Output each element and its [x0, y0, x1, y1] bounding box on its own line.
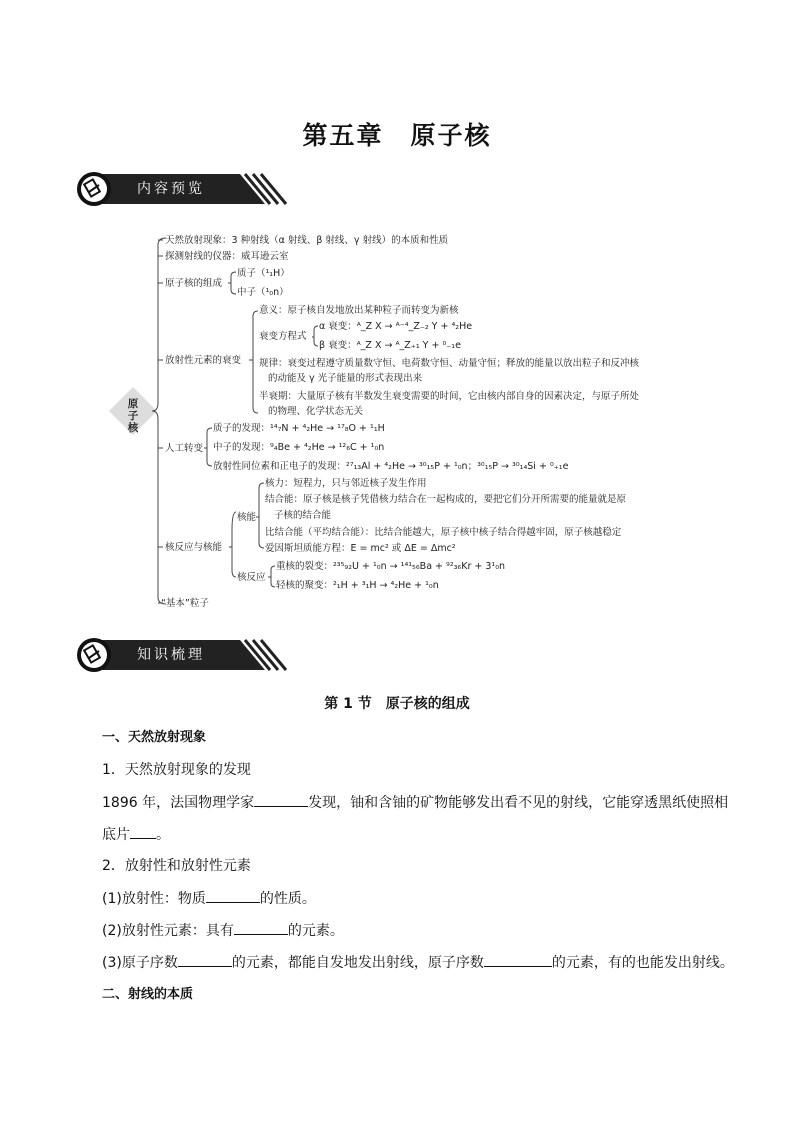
- text-fragment: (1)放射性：物质: [102, 891, 206, 907]
- artificial-proton: 质子的发现：¹⁴₇N + ⁴₂He → ¹⁷₈O + ¹₁H: [213, 423, 385, 434]
- text-fragment: (3)原子序数: [102, 955, 178, 971]
- heading-ray-nature: 二、射线的本质: [102, 987, 194, 1002]
- decay-equation: 衰变方程式: [259, 331, 307, 342]
- chapter-title: 第五章 原子核: [302, 121, 492, 150]
- decay-law: 规律：衰变过程遵守质量数守恒、电荷数守恒、动量守恒；释放的能量以放出粒子和反冲核: [259, 358, 640, 369]
- mindmap-root: 原子核: [127, 398, 139, 434]
- node-nuclear: 核反应与核能: [165, 542, 223, 553]
- node-natural: 天然放射现象：3 种射线（α 射线、β 射线、γ 射线）的本质和性质: [165, 235, 449, 246]
- text-fragment: 。: [156, 827, 170, 843]
- subheading-radioactivity: 2．放射性和放射性元素: [102, 858, 251, 874]
- text-fragment: (2)放射性元素：具有: [102, 923, 234, 939]
- nuclear-fusion: 轻核的聚变：²₁H + ³₁H → ⁴₂He + ¹₀n: [276, 580, 439, 591]
- text-fragment: 底片: [102, 827, 130, 843]
- nuclear-force: 核力：短程力，只与邻近核子发生作用: [265, 478, 427, 489]
- node-proton: 质子（¹₁H）: [237, 268, 290, 279]
- paragraph-discovery-line1: [102, 792, 728, 813]
- fill-blank[interactable]: [234, 920, 288, 935]
- nuclear-einstein: 爱因斯坦质能方程：E = mc² 或 ΔE = Δmc²: [265, 543, 456, 554]
- node-neutron: 中子（¹₀n）: [237, 287, 289, 298]
- artificial-isotope: 放射性同位素和正电子的发现：²⁷₁₃Al + ⁴₂He → ³⁰₁₅P + ¹₀n；³⁰₁₅P → ³⁰₁₄Si + ⁰₊₁e: [213, 461, 569, 472]
- text-fragment: 的元素，都能自发地发出射线，原子序数: [231, 955, 484, 971]
- decay-law-cont: 的动能及 γ 光子能量的形式表现出来: [268, 373, 423, 384]
- text-fragment: 发现，铀和含铀的矿物能够发出看不见的射线，它能穿透黑纸使照相: [308, 795, 729, 811]
- decay-alpha: α 衰变：ᴬ_Z X → ᴬ⁻⁴_Z₋₂ Y + ⁴₂He: [319, 321, 473, 332]
- overview-banner-label: 内容预览: [137, 181, 205, 197]
- review-banner: [75, 638, 290, 672]
- item-atomic-number: [102, 952, 734, 973]
- review-banner-label: 知识梳理: [137, 647, 205, 663]
- item-radioactive-element: [102, 920, 344, 941]
- node-artificial: 人工转变: [165, 443, 204, 454]
- node-decay: 放射性元素的衰变: [165, 355, 242, 366]
- paragraph-discovery-line2: [102, 824, 170, 845]
- node-detector: 探测射线的仪器：威耳逊云室: [165, 251, 289, 262]
- fill-blank[interactable]: [254, 792, 308, 807]
- item-radioactivity: [102, 888, 316, 909]
- decay-meaning: 意义：原子核自发地放出某种粒子而转变为新核: [259, 305, 459, 316]
- decay-half-life: 半衰期：大量原子核有半数发生衰变需要的时间，它由核内部自身的因素决定，与原子所处: [259, 391, 640, 402]
- fill-blank[interactable]: [206, 888, 260, 903]
- fill-blank[interactable]: [484, 952, 552, 967]
- text-fragment: 的性质。: [259, 891, 316, 907]
- text-fragment: 的元素，有的也能发出射线。: [551, 955, 734, 971]
- text-fragment: 的元素。: [287, 923, 344, 939]
- decay-half-life-cont: 的物理、化学状态无关: [268, 406, 364, 417]
- node-composition: 原子核的组成: [165, 278, 223, 289]
- artificial-neutron: 中子的发现：⁹₄Be + ⁴₂He → ¹²₆C + ¹₀n: [213, 442, 385, 453]
- heading-natural-radioactivity: 一、天然放射现象: [102, 730, 207, 745]
- decay-beta: β 衰变：ᴬ_Z X → ᴬ_Z₊₁ Y + ⁰₋₁e: [319, 340, 461, 351]
- nuclear-specific: 比结合能（平均结合能）：比结合能越大，原子核中核子结合得越牢固，原子核越稳定: [265, 527, 622, 538]
- nuclear-reaction: 核反应: [237, 572, 266, 583]
- nuclear-binding: 结合能：原子核是核子凭借核力结合在一起构成的，要把它们分开所需要的能量就是原: [265, 494, 627, 505]
- fill-blank[interactable]: [130, 824, 156, 839]
- fill-blank[interactable]: [178, 952, 232, 967]
- nuclear-energy: 核能: [237, 512, 257, 523]
- subheading-discovery: 1．天然放射现象的发现: [102, 762, 251, 778]
- node-basic-particles: “基本”粒子: [161, 598, 209, 609]
- nuclear-binding-cont: 子核的结合能: [274, 510, 332, 521]
- nuclear-fission: 重核的裂变：²³⁵₉₂U + ¹₀n → ¹⁴¹₅₆Ba + ⁹²₃₆Kr + 3¹₀n: [276, 561, 506, 572]
- text-fragment: 1896 年，法国物理学家: [102, 795, 255, 811]
- section-title: 第 1 节 原子核的组成: [324, 696, 470, 712]
